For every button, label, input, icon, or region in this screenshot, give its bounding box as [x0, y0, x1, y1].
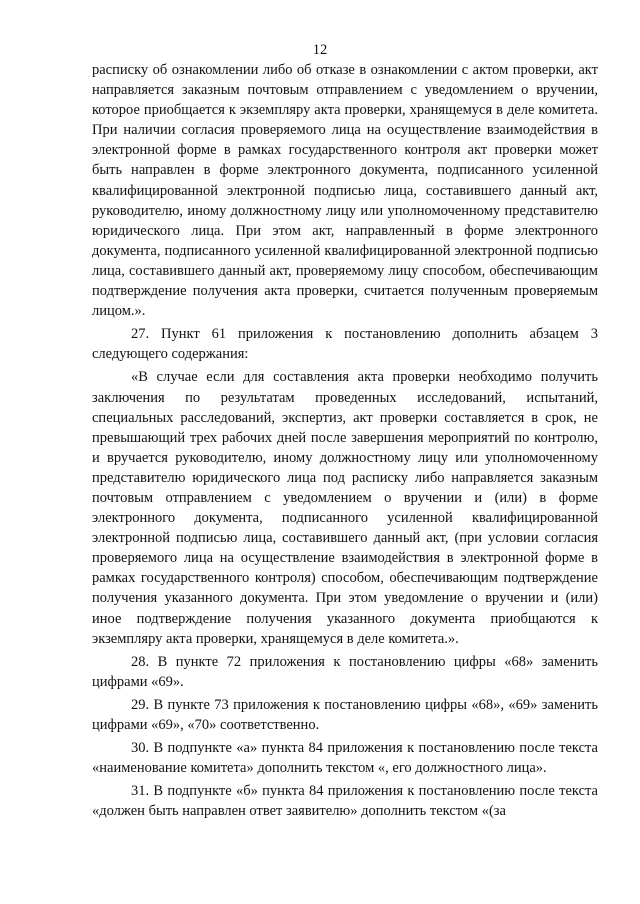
paragraph-continuation: расписку об ознакомлении либо об отказе в ознакомлении с актом проверки, акт направляется заказным почтовым отправлением с уведомлением о вручении, которое приобщается к экземпляру акта проверки, хранящемуся в деле комитета. При наличии согласия проверяемого лица на осуществление взаимодействия в электронной форме в рамках государственного контроля акт проверки может быть направлен в форме электронного документа, подписанного усиленной квалифицированной электронной подписью лица, составившего данный акт, руководителю, иному должностному лицу или уполномоченному представителю юридического лица. При этом акт, направленный в форме электронного документа, подписанного усиленной квалифицированной электронной подписью лица, составившего данный акт, проверяемому лицу способом, обеспечивающим подтверждение получения акта проверки, считается полученным проверяемым лицом.».	[92, 62, 598, 320]
paragraph-quote-item-27: «В случае если для составления акта проверки необходимо получить заключения по результатам проведенных исследований, испытаний, специальных расследований, экспертиз, акт проверки составляется в срок, не превышающий трех рабочих дней после завершения мероприятий по контролю, и вручается руководителю, иному должностному лицу или уполномоченному представителю юридического лица под расписку либо направляется заказным почтовым отправлением с уведомлением о вручении и (или) в форме электронного документа, подписанного усиленной квалифицированной электронной подписью лица, составившего данный акт, (при условии согласия проверяемого лица на осуществление взаимодействия в электронной форме в рамках государственного контроля) способом, обеспечивающим подтверждение получения указанного документа. При этом уведомление о вручении и (или) иное подтверждение получения указанного документа приобщаются к экземпляру акта проверки, хранящемуся в деле комитета.».	[92, 369, 598, 647]
paragraph-item-30: 30. В подпункте «а» пункта 84 приложения к постановлению после текста «наименование комитета» дополнить текстом «, его должностного лица».	[92, 740, 598, 777]
document-body	[92, 60, 598, 824]
paragraph-item-27: 27. Пункт 61 приложения к постановлению дополнить абзацем 3 следующего содержания:	[92, 326, 598, 363]
paragraph-item-31: 31. В подпункте «б» пункта 84 приложения к постановлению после текста «должен быть направлен ответ заявителю» дополнить текстом «(за	[92, 783, 598, 820]
paragraph-item-28: 28. В пункте 72 приложения к постановлению цифры «68» заменить цифрами «69».	[92, 653, 598, 690]
page-number: 12	[312, 42, 328, 58]
paragraph-item-29: 29. В пункте 73 приложения к постановлению цифры «68», «69» заменить цифрами «69», «70» соответственно.	[92, 696, 598, 733]
